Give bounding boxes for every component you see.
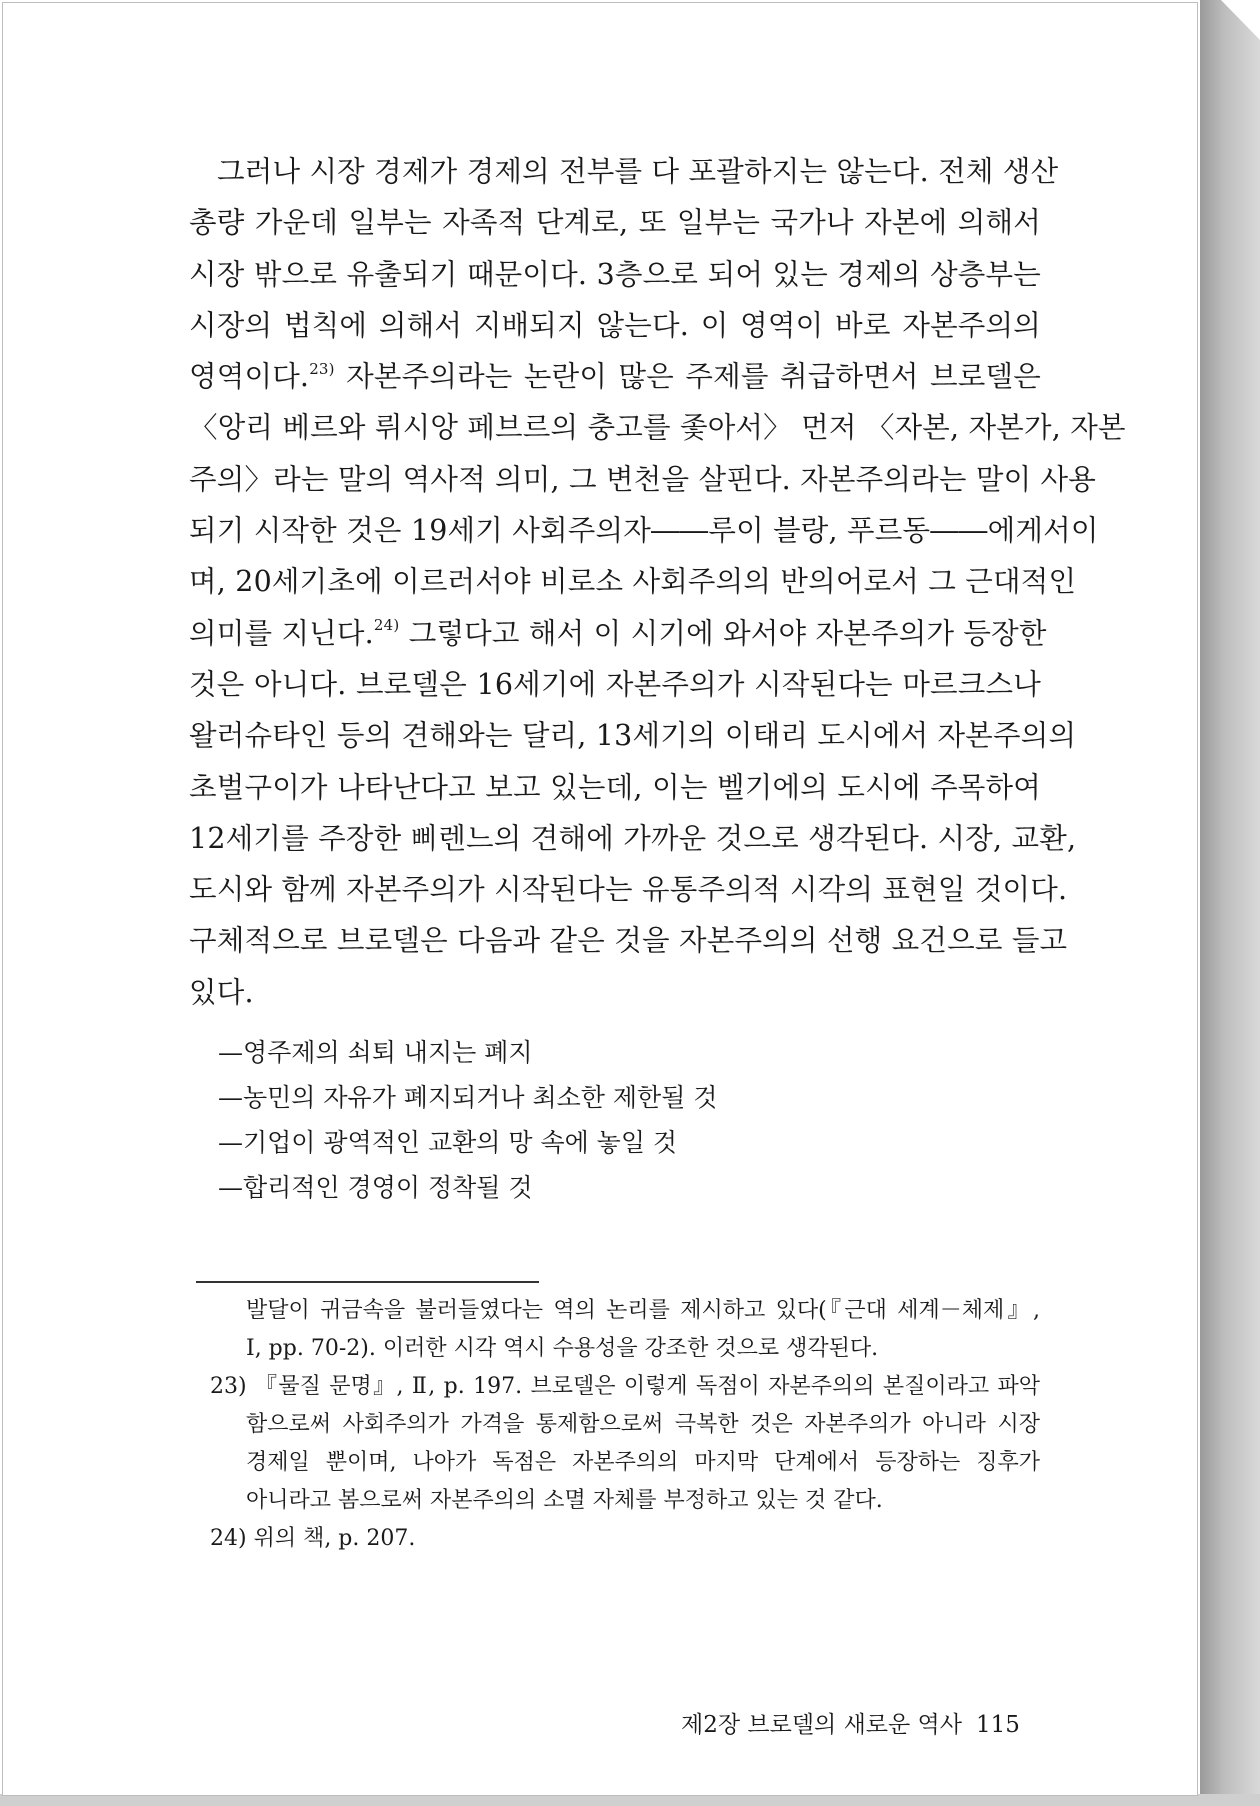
text-line: 시장 밖으로 유출되기 때문이다. 3층으로 되어 있는 경제의 상층부는 bbox=[189, 257, 1041, 291]
footnote-separator bbox=[196, 1281, 539, 1283]
page-number: 115 bbox=[975, 1712, 1020, 1738]
text-line: 총량 가운데 일부는 자족적 단계로, 또 일부는 국가나 자본에 의해서 bbox=[189, 206, 1041, 240]
book-page bbox=[2, 2, 1198, 1796]
list-item: —합리적인 경영이 정착될 것 bbox=[218, 1173, 533, 1202]
text-line: 것은 아니다. 브로델은 16세기에 자본주의가 시작된다는 마르크스나 bbox=[189, 667, 1041, 701]
text-segment: 의미를 지닌다. bbox=[189, 616, 374, 650]
chapter-title: 제2장 브로델의 새로운 역사 bbox=[681, 1712, 962, 1738]
list-item: —기업이 광역적인 교환의 망 속에 놓일 것 bbox=[218, 1128, 678, 1157]
text-segment: 자본주의라는 논란이 많은 주제를 취급하면서 브로델은 bbox=[346, 360, 1041, 394]
text-line: 왈러슈타인 등의 견해와는 달리, 13세기의 이태리 도시에서 자본주의의 bbox=[189, 719, 1077, 753]
text-line: 되기 시작한 것은 19세기 사회주의자――루이 블랑, 푸르동――에게서이 bbox=[189, 514, 1099, 548]
text-line: 12세기를 주장한 삐렌느의 견해에 가까운 것으로 생각된다. 시장, 교환, bbox=[189, 821, 1077, 855]
footnote-line: 함으로써 사회주의가 가격을 통제함으로써 극복한 것은 자본주의가 아니라 시장 bbox=[246, 1412, 1040, 1437]
footnote-line: 발달이 귀금속을 불러들였다는 역의 논리를 제시하고 있다(『근대 세계－체제』, bbox=[246, 1298, 1040, 1323]
text-line: 그러나 시장 경제가 경제의 전부를 다 포괄하지는 않는다. 전체 생산 bbox=[217, 155, 1059, 188]
text-line: 주의〉라는 말의 역사적 의미, 그 변천을 살핀다. 자본주의라는 말이 사용 bbox=[189, 462, 1097, 496]
footnote-ref-23: 23) bbox=[309, 359, 335, 378]
footnote-24: 24) 위의 책, p. 207. bbox=[210, 1526, 416, 1551]
text-line bbox=[189, 351, 1041, 402]
list-item: —농민의 자유가 폐지되거나 최소한 제한될 것 bbox=[218, 1083, 718, 1112]
footnote-23: 23) 『물질 문명』, Ⅱ, p. 197. 브로델은 이렇게 독점이 자본주의의 본질이라고 파악 bbox=[210, 1374, 1040, 1399]
text-line bbox=[189, 608, 1047, 659]
list-item: —영주제의 쇠퇴 내지는 폐지 bbox=[218, 1038, 533, 1067]
text-line: 며, 20세기초에 이르러서야 비로소 사회주의의 반의어로서 그 근대적인 bbox=[189, 565, 1077, 599]
text-segment: 영역이다. bbox=[189, 360, 310, 394]
text-line: 〈앙리 베르와 뤼시앙 페브르의 충고를 좇아서〉 먼저 〈자본, 자본가, 자본 bbox=[189, 411, 1126, 445]
text-line: 도시와 함께 자본주의가 시작된다는 유통주의적 시각의 표현일 것이다. bbox=[189, 873, 1068, 907]
footnote-line: Ⅰ, pp. 70-2). 이러한 시각 역시 수용성을 강조한 것으로 생각된다. bbox=[246, 1336, 879, 1361]
footnotes bbox=[210, 1292, 1040, 1558]
footnote-line: 경제일 뿐이며, 나아가 독점은 자본주의의 마지막 단계에서 등장하는 징후가 bbox=[246, 1450, 1040, 1475]
text-line: 시장의 법칙에 의해서 지배되지 않는다. 이 영역이 바로 자본주의의 bbox=[189, 308, 1041, 342]
text-line: 있다. bbox=[189, 975, 254, 1009]
text-line: 구체적으로 브로델은 다음과 같은 것을 자본주의의 선행 요건으로 들고 bbox=[189, 924, 1068, 958]
running-footer bbox=[681, 1710, 1020, 1740]
text-segment: 그렇다고 해서 이 시기에 와서야 자본주의가 등장한 bbox=[408, 616, 1047, 650]
footnote-line: 아니라고 봄으로써 자본주의의 소멸 자체를 부정하고 있는 것 같다. bbox=[246, 1488, 883, 1513]
prerequisite-list bbox=[218, 1030, 717, 1210]
footnote-ref-24: 24) bbox=[373, 616, 400, 635]
body-paragraph bbox=[189, 146, 1126, 1018]
text-line: 초벌구이가 나타난다고 보고 있는데, 이는 벨기에의 도시에 주목하여 bbox=[189, 770, 1041, 804]
page-edge-shadow bbox=[1200, 0, 1260, 1806]
